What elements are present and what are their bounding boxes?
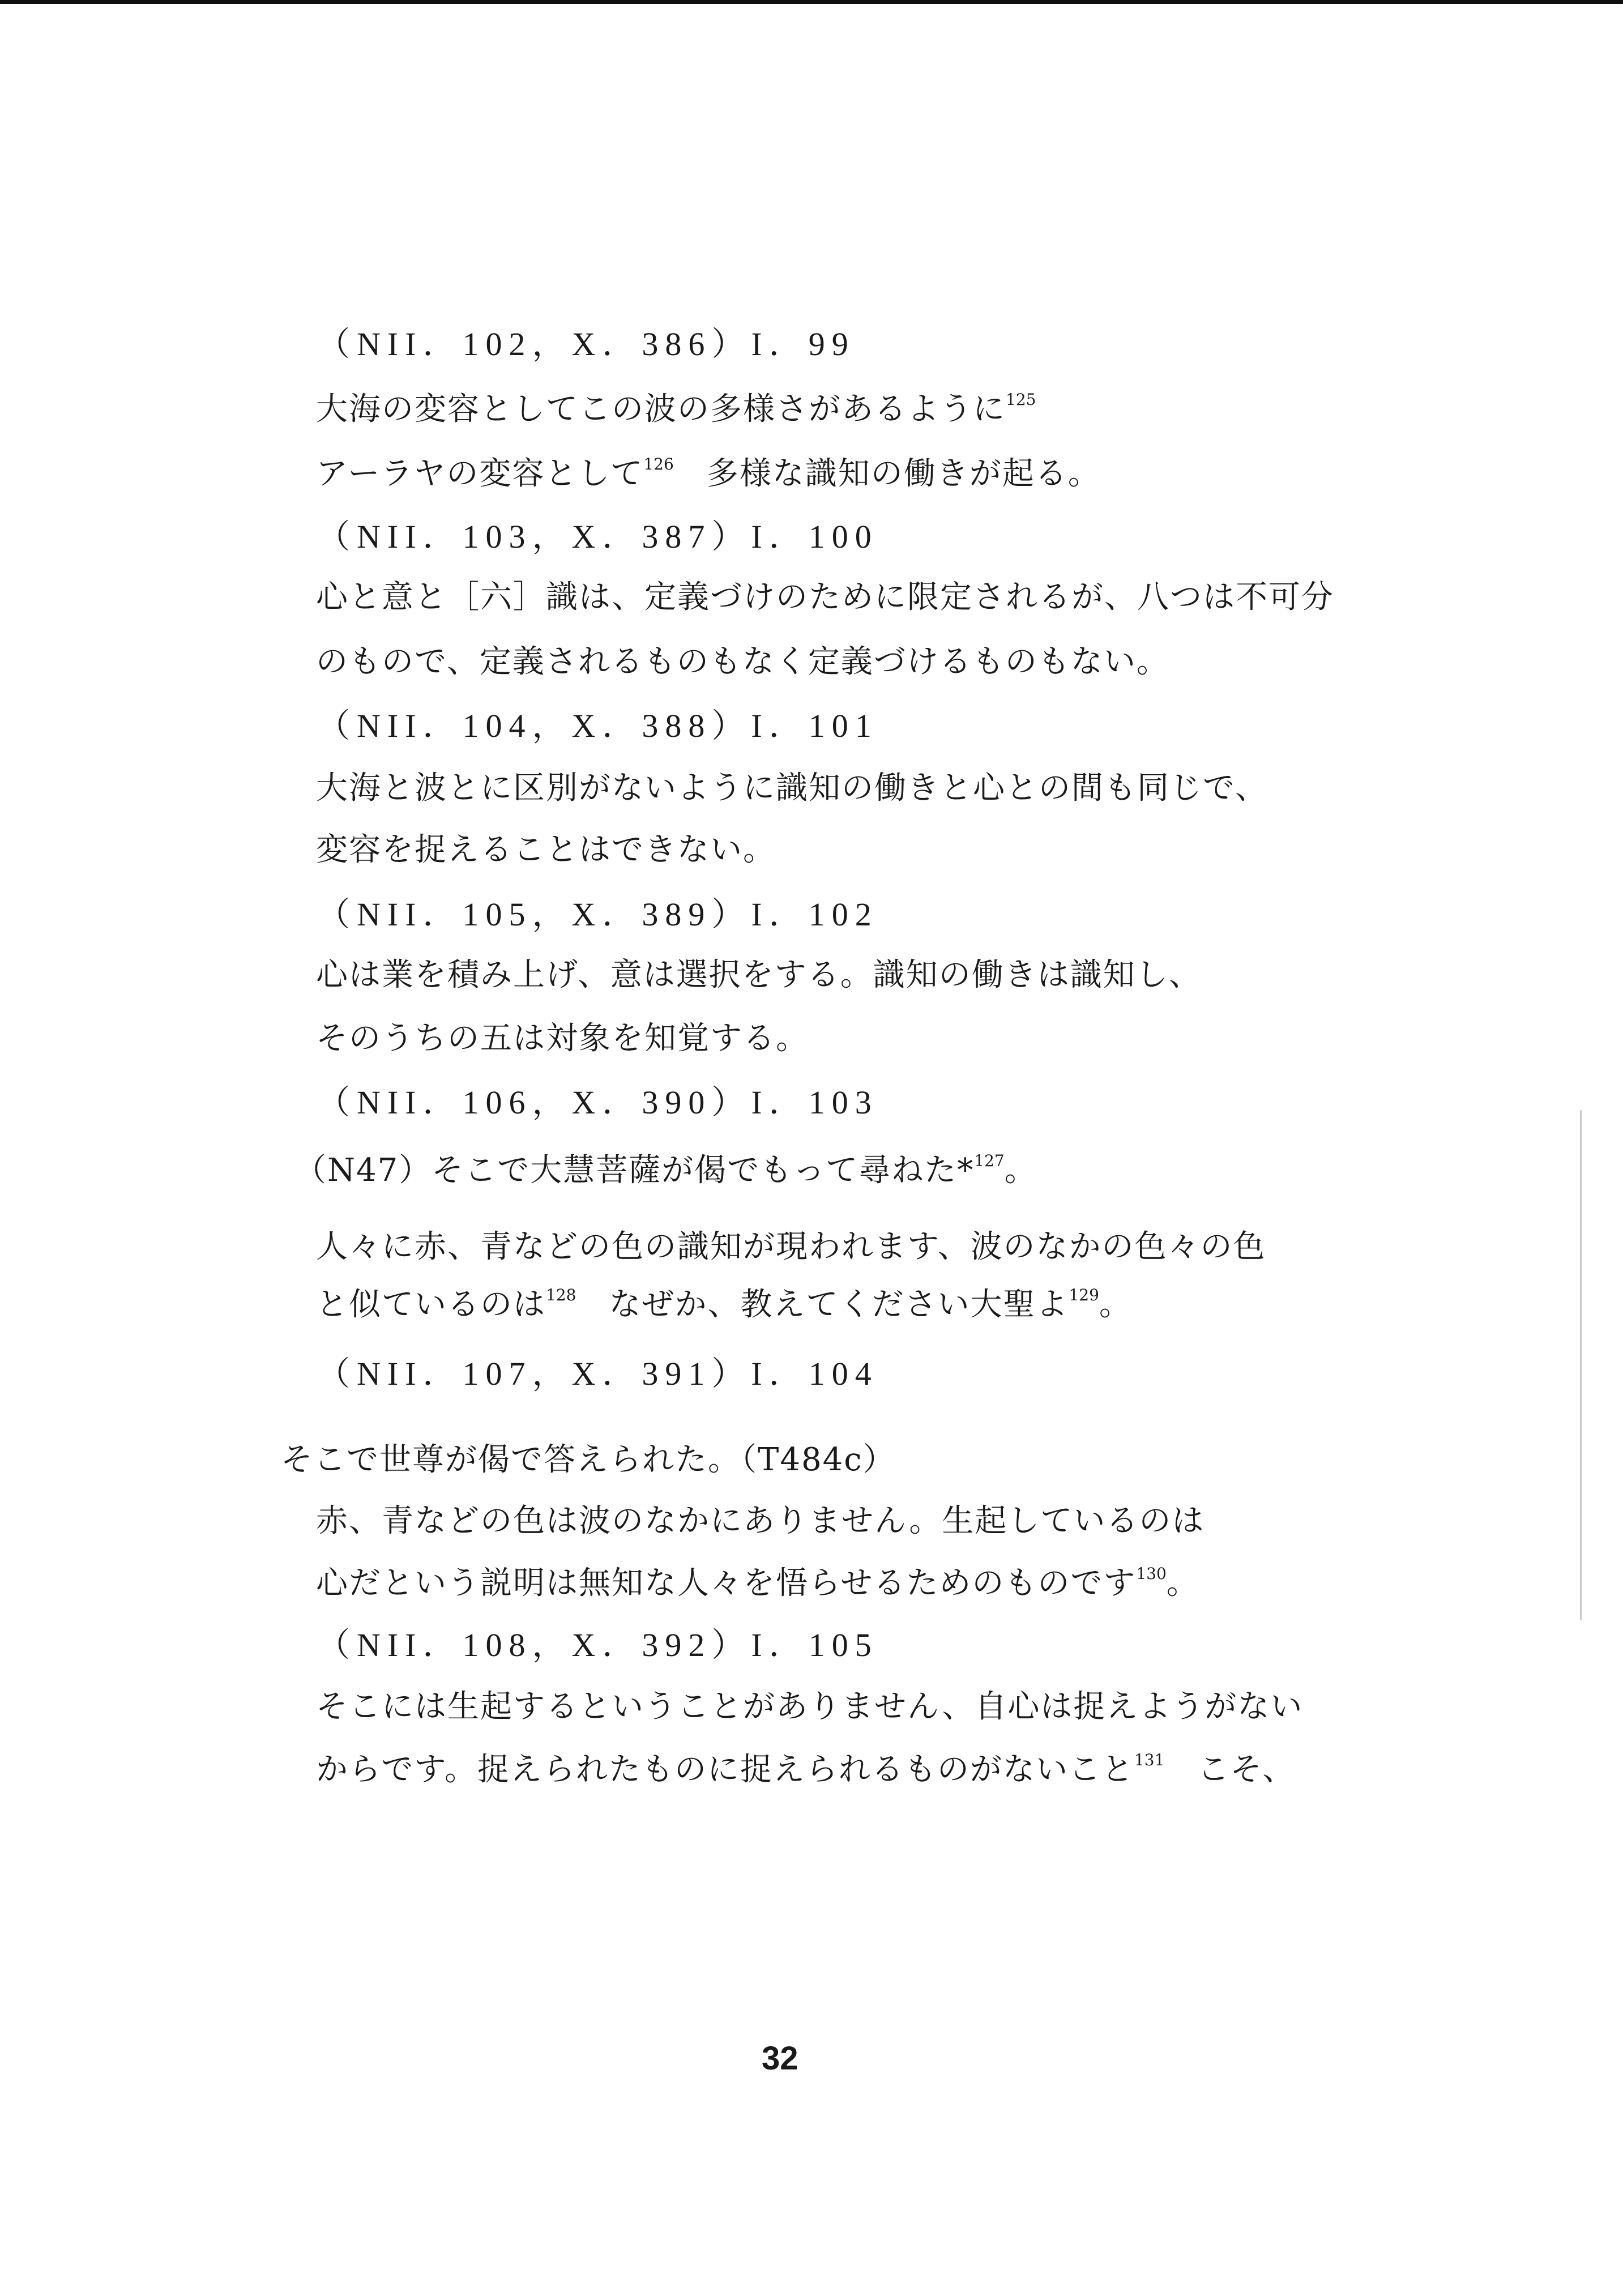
verse-text: からです。捉えられたものに捉えられるものがないこと	[316, 1751, 1134, 1788]
verse-line: そのうちの五は対象を知覚する。	[316, 1020, 809, 1057]
top-border-rule	[0, 0, 1623, 4]
verse-text-continued: なぜか、教えてください大聖よ	[576, 1286, 1069, 1323]
footnote-marker: 131	[1134, 1751, 1165, 1769]
prose-line: そこで世尊が偈で答えられた。（T484c）	[281, 1441, 896, 1478]
verse-reference: （NII．104，X．388）I．101	[317, 707, 878, 744]
footnote-marker: 130	[1136, 1564, 1167, 1583]
footnote-marker: 126	[643, 455, 674, 473]
verse-reference: （NII．103，X．387）I．100	[317, 518, 878, 555]
verse-reference: （NII．108，X．392）I．105	[317, 1627, 878, 1663]
prose-text-continued: 。	[1004, 1152, 1037, 1189]
verse-text-continued: 。	[1166, 1565, 1199, 1602]
prose-line	[294, 1150, 1037, 1191]
verse-line: 赤、青などの色は波のなかにありません。生起しているのは	[316, 1503, 1205, 1539]
footnote-marker: 127	[974, 1151, 1005, 1170]
scan-edge-mark	[1580, 1110, 1582, 1620]
verse-text-end: 。	[1099, 1286, 1132, 1323]
verse-line: 大海と波とに区別がないように識知の働きと心との間も同じで、	[316, 770, 1268, 806]
footnote-marker: 128	[546, 1286, 576, 1304]
verse-line: 変容を捉えることはできない。	[316, 831, 776, 868]
verse-text: アーラヤの変容として	[316, 455, 644, 492]
verse-line	[316, 454, 1101, 494]
verse-reference: （NII．106，X．390）I．103	[317, 1084, 878, 1121]
verse-line	[316, 1749, 1295, 1790]
verse-line: 心は業を積み上げ、意は選択をする。識知の働きは識知し、	[316, 957, 1202, 993]
footnote-marker: 129	[1069, 1286, 1099, 1304]
verse-text-continued: こそ、	[1164, 1751, 1296, 1788]
verse-text: 大海の変容としてこの波の多様さがあるように	[316, 391, 1006, 428]
page-number: 32	[762, 2040, 798, 2077]
verse-line	[316, 1284, 1132, 1325]
verse-line	[316, 389, 1036, 430]
verse-text: と似ているのは	[316, 1286, 546, 1323]
prose-text: （N47）そこで大慧菩薩が偈でもって尋ねた*	[294, 1152, 975, 1189]
verse-reference: （NII．102，X．386）I．99	[317, 326, 855, 362]
verse-line: 人々に赤、青などの色の識知が現われます、波のなかの色々の色	[316, 1228, 1266, 1265]
verse-text-continued: 多様な識知の働きが起る。	[673, 455, 1101, 492]
verse-line: そこには生起するということがありません、自心は捉えようがない	[316, 1688, 1304, 1725]
verse-line: のもので、定義されるものもなく定義づけるものもない。	[316, 643, 1169, 680]
verse-reference: （NII．107，X．391）I．104	[317, 1355, 878, 1392]
verse-line	[316, 1563, 1199, 1604]
verse-line: 心と意と［六］識は、定義づけのために限定されるが、八つは不可分	[316, 579, 1334, 616]
verse-text: 心だという説明は無知な人々を悟らせるためのものです	[316, 1565, 1137, 1602]
footnote-marker: 125	[1006, 390, 1036, 409]
verse-reference: （NII．105，X．389）I．102	[317, 896, 878, 933]
